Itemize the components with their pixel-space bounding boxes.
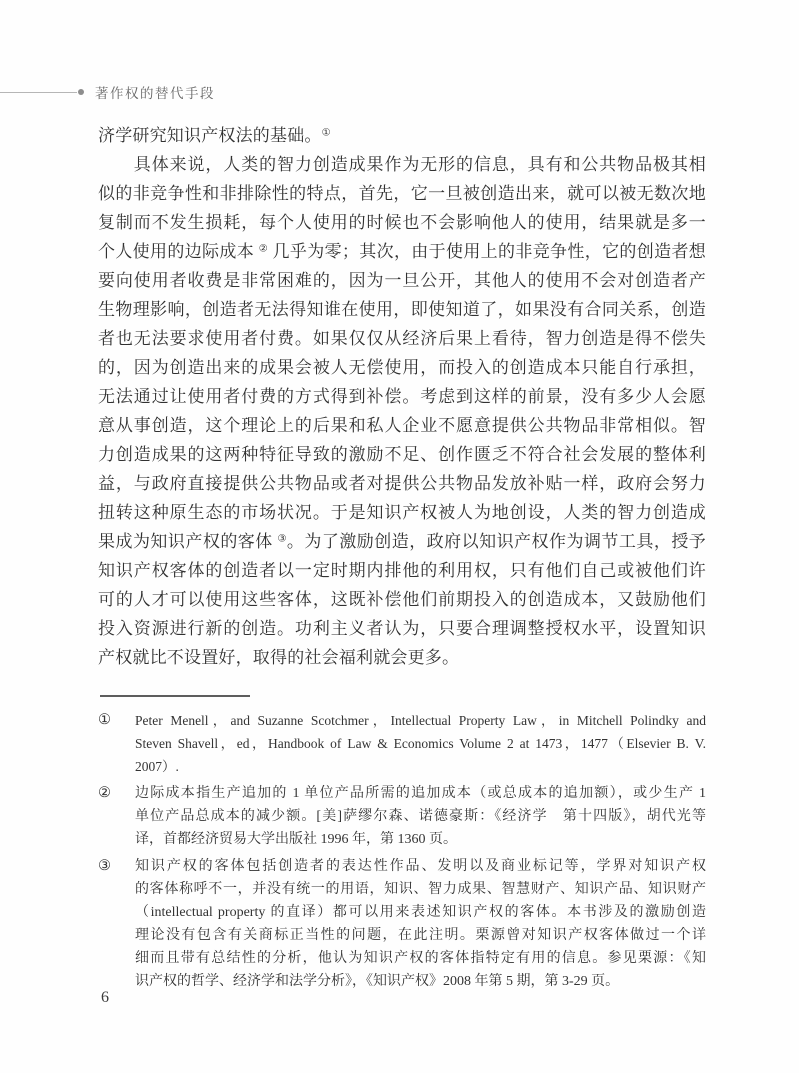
- footnote-line: 的客体称呼不一，并没有统一的用语，知识、智力成果、智慧财产、知识产品、知识财产: [135, 882, 706, 897]
- body-line: 力创造成果的这两种特征导致的激励不足、创作匮乏不符合社会发展的整体利: [98, 445, 706, 464]
- footnote-number: ②: [98, 785, 111, 801]
- body-line: 济学研究知识产权法的基础。①: [98, 126, 331, 145]
- body-line: 具体来说，人类的智力创造成果作为无形的信息，具有和公共物品极其相: [98, 155, 706, 174]
- body-line: 无法通过让使用者付费的方式得到补偿。考虑到这样的前景，没有多少人会愿: [98, 387, 706, 406]
- footnote: [98, 709, 706, 778]
- footnotes-section: [98, 695, 706, 997]
- body-line: 似的非竞争性和非排除性的特点，首先，它一旦被创造出来，就可以被无数次地: [98, 184, 706, 203]
- footnote-line: Peter Menell，and Suzanne Scotchmer，Intellectual Property Law，in Mitchell Polindky and: [135, 713, 706, 728]
- footnote-text: [135, 782, 706, 851]
- footnote-line: 识产权的哲学、经济学和法学分析》，《知识产权》2008 年第 5 期，第 3-29 页。: [135, 974, 620, 989]
- header-dot-icon: [78, 89, 84, 95]
- body-text: [98, 121, 706, 672]
- body-line: 知识产权客体的创造者以一定时期内排他的利用权，只有他们自己或被他们许: [98, 561, 706, 580]
- footnote-text: [135, 709, 706, 778]
- footnote-line: （intellectual property 的直译）都可以用来表述知识产权的客体。本书涉及的激励创造: [135, 905, 706, 920]
- body-line: 扭转这种原生态的市场状况。于是知识产权被人为地创设，人类的智力创造成: [98, 503, 706, 522]
- footnote-line: 细而且带有总结性的分析，他认为知识产权的客体指特定有用的信息。参见栗源：《知: [135, 951, 706, 966]
- body-line: 果成为知识产权的客体 ③。为了激励创造，政府以知识产权作为调节工具，授予: [98, 532, 706, 551]
- footnote-line: 译，首都经济贸易大学出版社 1996 年，第 1360 页。: [135, 832, 457, 847]
- body-line: 意从事创造，这个理论上的后果和私人企业不愿意提供公共物品非常相似。智: [98, 416, 706, 435]
- body-line: 生物理影响，创造者无法得知谁在使用，即使知道了，如果没有合同关系，创造: [98, 300, 706, 319]
- footnote-line: 边际成本指生产追加的 1 单位产品所需的追加成本（或总成本的追加额），或少生产 1: [135, 786, 706, 801]
- running-header: [0, 83, 215, 101]
- body-line: 益，与政府直接提供公共物品或者对提供公共物品发放补贴一样，政府会努力: [98, 474, 706, 493]
- footnote-separator-rule: [100, 695, 250, 697]
- footnote-text: [135, 855, 706, 993]
- body-line: 的，因为创造出来的成果会被人无偿使用，而投入的创造成本只能自行承担，: [98, 358, 706, 377]
- footnote-line: 知识产权的客体包括创造者的表达性作品、发明以及商业标记等，学界对知识产权: [135, 859, 706, 874]
- header-rule: [0, 92, 77, 93]
- body-line: 复制而不发生损耗，每个人使用的时候也不会影响他人的使用，结果就是多一: [98, 213, 706, 232]
- footnote-line: 2007）.: [135, 759, 179, 774]
- body-line: 要向使用者收费是非常困难的，因为一旦公开，其他人的使用不会对创造者产: [98, 271, 706, 290]
- running-header-title: 著作权的替代手段: [95, 86, 215, 101]
- footnote-number: ③: [98, 858, 111, 874]
- footnote-line: Steven Shavell，ed，Handbook of Law & Economics Volume 2 at 1473，1477（Elsevier B. V.: [135, 736, 706, 751]
- footnote-number: ①: [98, 712, 111, 728]
- footnote-line: 单位产品总成本的减少额。[美]萨缪尔森、诺德豪斯：《经济学 第十四版》，胡代光等: [135, 809, 706, 824]
- body-line: 产权就比不设置好，取得的社会福利就会更多。: [98, 648, 460, 667]
- body-line: 投入资源进行新的创造。功利主义者认为，只要合理调整授权水平，设置知识: [98, 619, 706, 638]
- footnote: [98, 855, 706, 993]
- body-line: 者也无法要求使用者付费。如果仅仅从经济后果上看待，智力创造是得不偿失: [98, 329, 706, 348]
- footnote-line: 理论没有包含有关商标正当性的问题，在此注明。栗源曾对知识产权客体做过一个详: [135, 928, 706, 943]
- footnote: [98, 782, 706, 851]
- body-line: 个人使用的边际成本 ② 几乎为零；其次，由于使用上的非竞争性，它的创造者想: [98, 242, 706, 261]
- body-line: 可的人才可以使用这些客体，这既补偿他们前期投入的创造成本，又鼓励他们: [98, 590, 706, 609]
- page-number: 6: [101, 989, 109, 1006]
